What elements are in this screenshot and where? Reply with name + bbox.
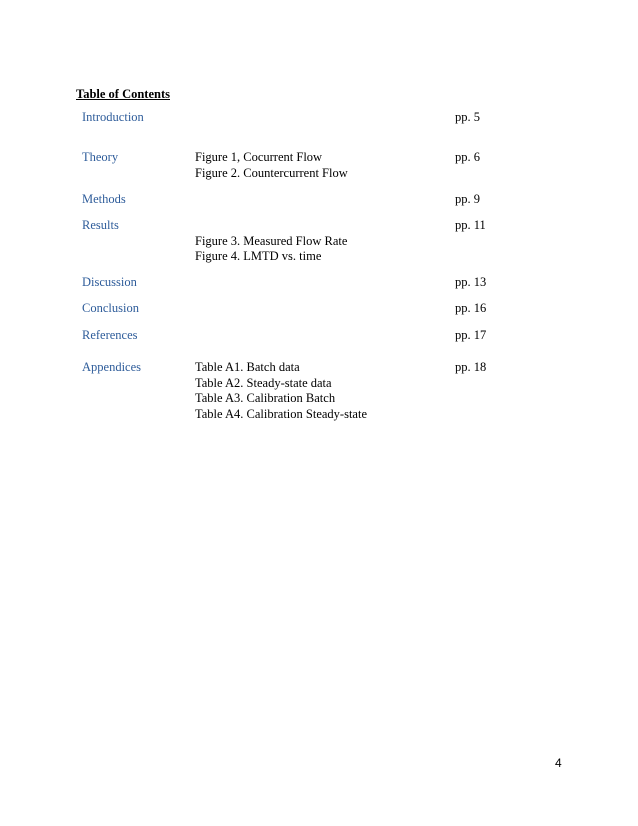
toc-entry-link[interactable]: Results <box>82 218 119 232</box>
toc-entry-link[interactable]: Introduction <box>82 110 144 124</box>
toc-entry-detail-line: Table A1. Batch data <box>195 360 300 374</box>
toc-entry-details <box>195 218 347 265</box>
toc-entry-link[interactable]: Appendices <box>82 360 142 374</box>
toc-entry-detail-line: Table A4. Calibration Steady-state <box>195 406 367 421</box>
toc-title: Table of Contents <box>76 87 170 101</box>
toc-entry-link[interactable]: Methods <box>82 192 126 206</box>
toc-entry-page: pp. 11 <box>455 218 486 232</box>
toc-entry-details <box>195 360 367 422</box>
toc-entry-page: pp. 17 <box>455 328 487 342</box>
toc-entry-page: pp. 9 <box>455 192 480 206</box>
toc-entry-details <box>195 150 348 181</box>
toc-entry-link[interactable]: Theory <box>82 150 119 164</box>
toc-entry-detail-line: Figure 1, Cocurrent Flow <box>195 150 323 164</box>
toc-entry-link[interactable]: Discussion <box>82 275 137 289</box>
toc-entry-detail-line <box>195 218 347 234</box>
toc-entry-link[interactable]: Conclusion <box>82 301 139 315</box>
toc-entry-page: pp. 18 <box>455 360 487 374</box>
toc-entry-page: pp. 6 <box>455 150 480 164</box>
toc-entry-detail-line: Figure 3. Measured Flow Rate <box>195 233 348 248</box>
toc-entry-link[interactable]: References <box>82 328 138 342</box>
toc-entry-detail-line: Table A2. Steady-state data <box>195 375 332 390</box>
toc-entry-page: pp. 13 <box>455 275 487 289</box>
toc-entry-detail-line: Figure 2. Countercurrent Flow <box>195 165 348 180</box>
toc-entry-page: pp. 16 <box>455 301 487 315</box>
toc-entry-page: pp. 5 <box>455 110 480 124</box>
toc-entry-detail-line: Figure 4. LMTD vs. time <box>195 249 322 263</box>
toc-entry-detail-line: Table A3. Calibration Batch <box>195 391 336 405</box>
page-number: 4 <box>555 756 562 770</box>
